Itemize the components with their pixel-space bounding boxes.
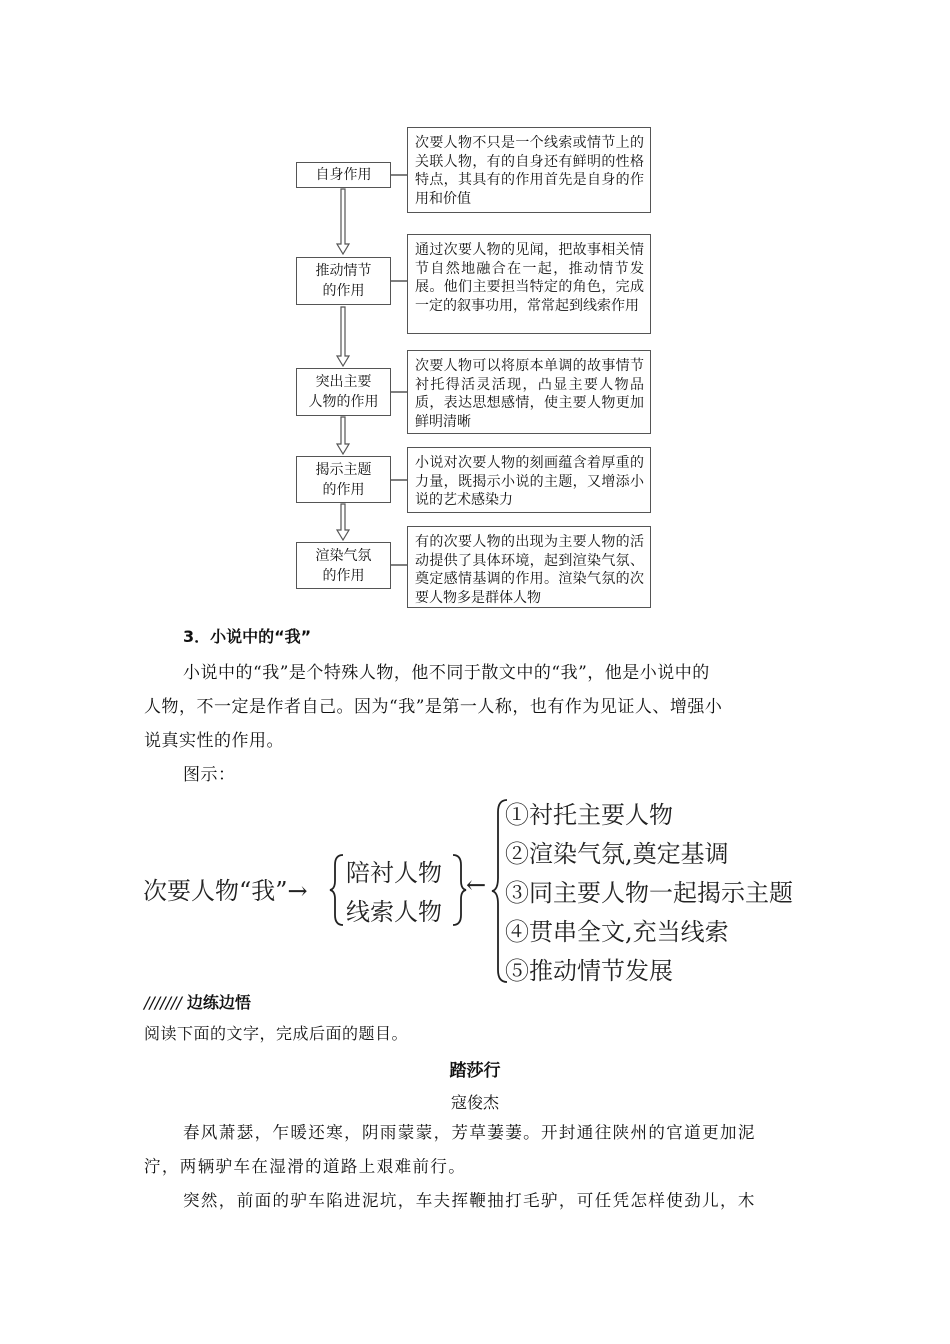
- story-line: 泞，两辆驴车在湿滑的道路上艰难前行。: [144, 1157, 467, 1176]
- diagram-middle-item: 线索人物: [346, 898, 442, 926]
- diagram-right-item: ③同主要人物一起揭示主题: [505, 879, 793, 907]
- flow-desc-protagonist: 次要人物可以将原本单调的故事情节衬托得活灵活现，凸显主要人物品质，表达思想感情，使主要人物更加鲜明清晰: [407, 350, 651, 434]
- left-brace: [328, 853, 346, 927]
- flow-desc-plot: 通过次要人物的见闻，把故事相关情节自然地融合在一起，推动情节发展。他们主要担当特定的角色，完成一定的叙事功用，常常起到线索作用: [407, 234, 651, 334]
- author-name: 寇俊杰: [450, 1093, 499, 1112]
- diagram-right-item: ④贯串全文,充当线索: [505, 918, 729, 946]
- practice-heading: [144, 990, 251, 1013]
- flow-desc-self: 次要人物不只是一个线索或情节上的关联人物，有的自身还有鲜明的性格特点，其具有的作用首先是自身的作用和价值: [407, 127, 651, 213]
- diagram-caption: 图示：: [183, 765, 236, 785]
- flow-desc-atmosphere: 有的次要人物的出现为主要人物的活动提供了具体环境，起到渲染气氛、奠定感情基调的作用。渲染气氛的次要人物多是群体人物: [407, 526, 651, 608]
- flow-label-atmosphere: 渲染气氛 的作用: [296, 542, 391, 589]
- flow-label-plot: 推动情节 的作用: [296, 257, 391, 305]
- flow-label-self: 自身作用: [296, 162, 391, 188]
- poem-title: 踏莎行: [449, 1061, 501, 1081]
- story-body: [144, 1116, 824, 1218]
- practice-instruction: 阅读下面的文字，完成后面的题目。: [144, 1024, 409, 1043]
- paragraph-line: 说真实性的作用。: [144, 731, 284, 751]
- diagram-left-label: 次要人物“我”→: [143, 877, 308, 905]
- story-line: 春风萧瑟，乍暖还寒，阴雨蒙蒙，芳草萋萋。开封通往陕州的官道更加泥: [183, 1123, 756, 1142]
- paragraph-line: 小说中的“我”是个特殊人物，他不同于散文中的“我”，他是小说中的: [183, 663, 710, 683]
- paragraph-line: 人物，不一定是作者自己。因为“我”是第一人称，也有作为见证人、增强小: [144, 697, 723, 717]
- section-paragraph: [144, 656, 824, 758]
- flow-label-protagonist: 突出主要 人物的作用: [296, 368, 391, 416]
- practice-title: 边练边悟: [186, 993, 251, 1012]
- flow-desc-theme: 小说对次要人物的刻画蕴含着厚重的力量，既揭示小说的主题，又增添小说的艺术感染力: [407, 447, 651, 513]
- flow-label-theme: 揭示主题 的作用: [296, 456, 391, 503]
- diagram-middle-item: 陪衬人物: [346, 859, 442, 887]
- diagram-arrow: ←: [466, 871, 487, 899]
- section-heading: 3．小说中的“我”: [183, 627, 312, 646]
- practice-marker: ///////: [144, 993, 182, 1012]
- diagram-right-item: ①衬托主要人物: [505, 801, 673, 829]
- story-line: 突然，前面的驴车陷进泥坑，车夫挥鞭抽打毛驴，可任凭怎样使劲儿，木: [183, 1191, 756, 1210]
- diagram-right-item: ⑤推动情节发展: [505, 957, 673, 985]
- diagram-right-item: ②渲染气氛,奠定基调: [505, 840, 729, 868]
